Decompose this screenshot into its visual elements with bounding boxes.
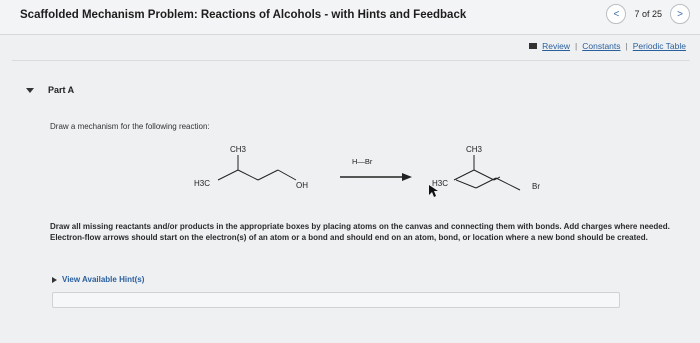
prev-button[interactable]: < (606, 4, 626, 24)
reagent-label: H—Br (352, 157, 373, 166)
constants-link[interactable]: Constants (582, 41, 621, 51)
chevron-down-icon (26, 88, 34, 93)
hints-label: View Available Hint(s) (62, 275, 145, 284)
pager (606, 4, 690, 24)
part-label: Part A (48, 85, 75, 95)
question-prompt: Draw a mechanism for the following reaction: (50, 122, 210, 131)
next-button[interactable]: > (670, 4, 690, 24)
ch3-label: CH3 (230, 145, 247, 154)
br-label: Br (532, 182, 540, 191)
link-separator: | (625, 41, 628, 51)
book-icon (529, 43, 537, 49)
chevron-right-icon (52, 277, 57, 283)
h3c-label: H3C (194, 179, 211, 188)
product-chain (456, 170, 536, 200)
link-separator: | (575, 41, 578, 51)
ch3-label: CH3 (466, 145, 483, 154)
reaction-scheme (180, 142, 500, 204)
page-title: Scaffolded Mechanism Problem: Reactions of Alcohols - with Hints and Feedback (20, 9, 467, 21)
cursor-icon (428, 184, 438, 198)
periodic-table-link[interactable]: Periodic Table (632, 41, 686, 51)
review-link[interactable]: Review (542, 41, 571, 51)
reactant-structure (218, 155, 296, 180)
oh-label: OH (296, 181, 308, 190)
page-count: 7 of 25 (634, 9, 662, 19)
drawing-canvas[interactable] (52, 292, 620, 308)
header-bar (0, 0, 700, 35)
view-hints-toggle[interactable] (52, 275, 144, 284)
divider (12, 60, 690, 61)
reaction-arrow (340, 173, 412, 181)
h3c-label: H3C (432, 179, 449, 188)
instructions-text: Draw all missing reactants and/or products in the appropriate boxes by placing atoms on the canvas and connecting them with bonds. Add charges where needed. Electron-flow arrows should start on the electron(s) of an atom or a bond and should end on an atom, bond, or location where a new bond should be created. (50, 222, 670, 242)
resource-links (529, 41, 686, 51)
part-a-toggle[interactable] (26, 85, 74, 95)
